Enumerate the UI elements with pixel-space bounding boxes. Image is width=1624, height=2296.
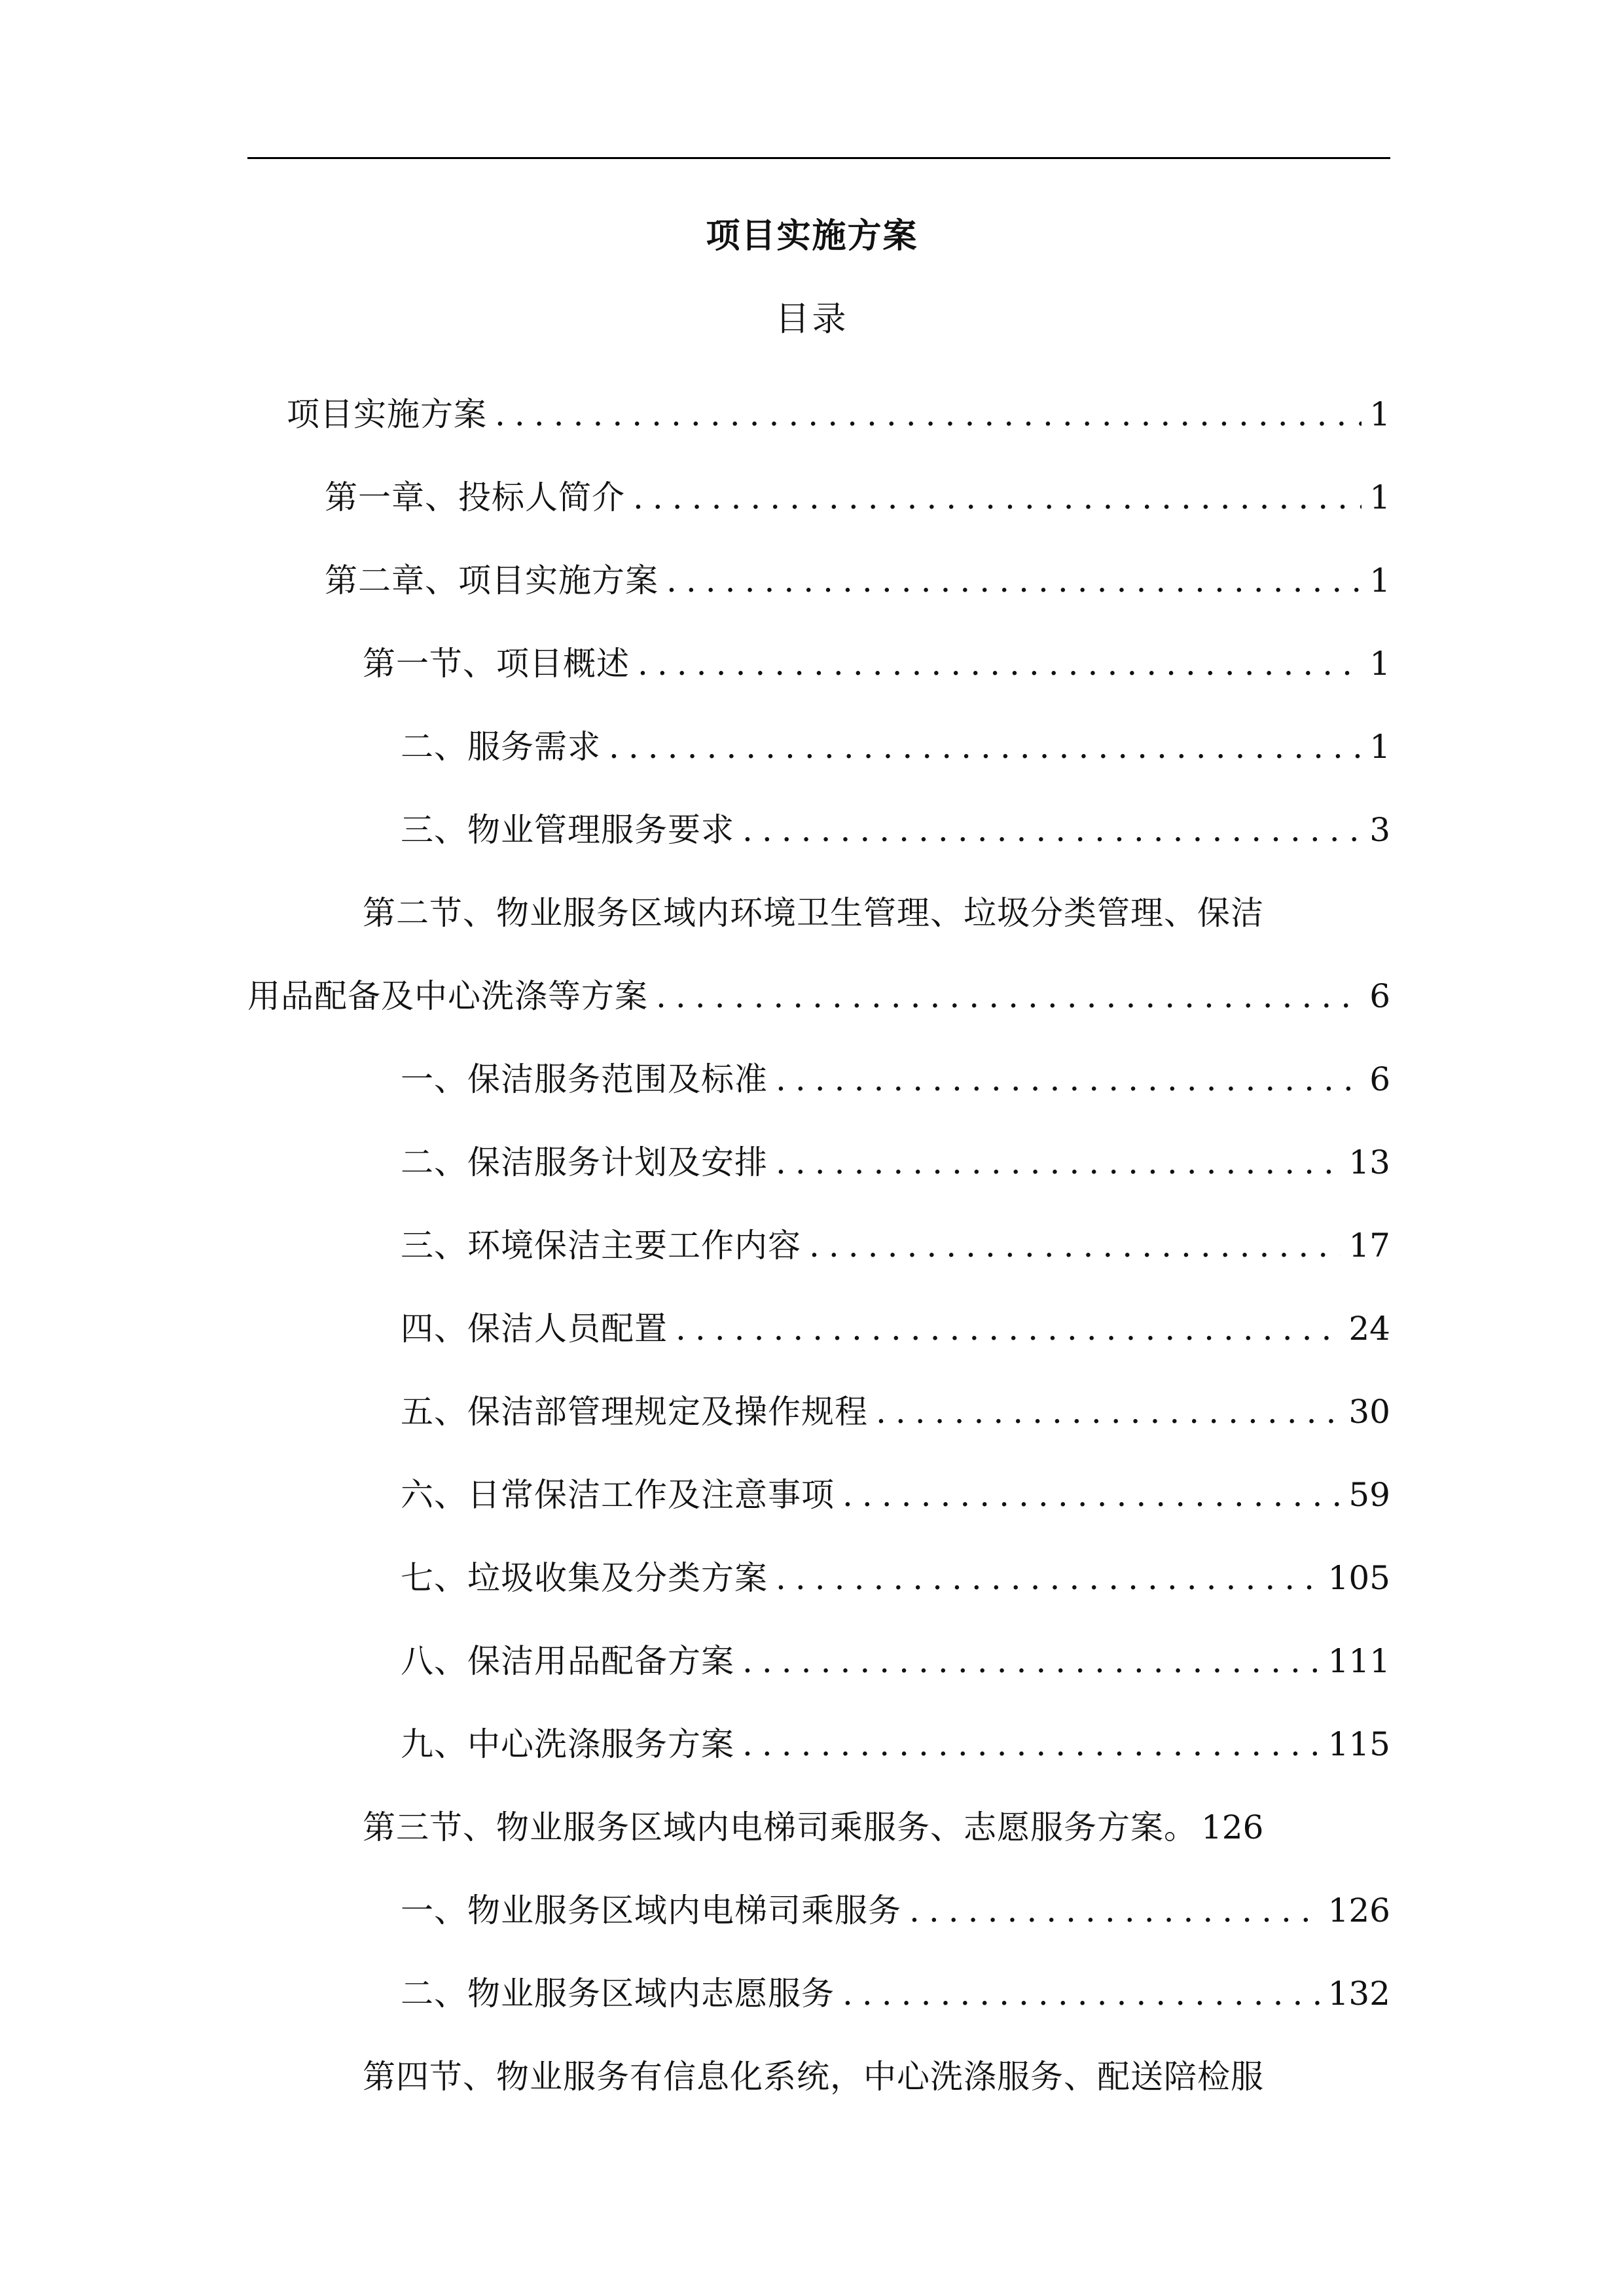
toc-dot-leader [809,1204,1341,1287]
toc-entry-text: 七、垃圾收集及分类方案 [401,1559,768,1597]
toc-entry-volunteer-service[interactable] [247,1952,1390,2036]
toc-page-number: 111 [1327,1642,1390,1680]
toc-page-number: 13 [1348,1143,1390,1181]
toc-dot-leader [842,1454,1341,1537]
toc-page-number: 1 [1369,395,1390,433]
toc-entry-text: 二、物业服务区域内志愿服务 [401,1975,835,2013]
toc-page-number: 1 [1369,645,1390,683]
toc-heading: 目录 [775,300,849,339]
toc-page-number: 132 [1327,1975,1390,2013]
toc-entry-cleaning-tasks[interactable] [247,1204,1390,1287]
toc-entry-cleaning-rules[interactable] [247,1371,1390,1454]
toc-entry-cleaning-supplies[interactable] [247,1620,1390,1703]
toc-entry-text: 二、保洁服务计划及安排 [401,1143,768,1181]
toc-dot-leader [742,1620,1320,1703]
toc-entry-text: 四、保洁人员配置 [401,1310,668,1348]
toc-entry-text: 第二章、项目实施方案 [325,562,659,600]
toc-entry-text-line2: 用品配备及中心洗涤等方案 [247,977,648,1015]
toc-page-number: 24 [1348,1310,1390,1348]
toc-dot-leader [495,373,1362,456]
toc-entry-text: 八、保洁用品配备方案 [401,1642,734,1680]
toc-entry-text: 三、物业管理服务要求 [401,811,734,849]
toc-entry-elevator-service[interactable] [247,1869,1390,1952]
toc-page-number: 17 [1348,1227,1390,1265]
toc-entry-text: 二、服务需求 [401,728,601,766]
toc-page-number: 126 [1327,1892,1390,1929]
toc-entry-text: 一、物业服务区域内电梯司乘服务 [401,1892,901,1929]
toc-dot-leader [609,706,1362,789]
toc-entry-chapter-2[interactable] [247,539,1390,622]
toc-entry-service-needs[interactable] [247,706,1390,789]
toc-dot-leader [666,539,1362,622]
toc-dot-leader [656,955,1362,1038]
toc-entry-text-line1: 第二节、物业服务区域内环境卫生管理、垃圾分类管理、保洁 [363,894,1264,932]
toc-page-number: 105 [1327,1559,1390,1597]
toc-page-number: 1 [1369,478,1390,516]
toc-entry-text: 三、环境保洁主要工作内容 [401,1227,801,1265]
toc-page-number: 59 [1348,1476,1390,1514]
toc-dot-leader [776,1537,1320,1620]
table-of-contents [247,373,1390,2119]
toc-entry-daily-cleaning[interactable] [247,1454,1390,1537]
header-rule [247,157,1390,159]
toc-entry-text: 项目实施方案 [287,395,487,433]
toc-entry-section-4[interactable] [247,2036,1390,2119]
toc-page-number: 30 [1348,1393,1390,1431]
toc-entry-cleaning-scope[interactable] [247,1038,1390,1121]
toc-entry-section-2[interactable] [247,872,1390,1038]
toc-entry-text: 九、中心洗涤服务方案 [401,1725,734,1763]
toc-page-number: 1 [1369,728,1390,766]
toc-dot-leader [842,1952,1320,2036]
toc-dot-leader [776,1038,1362,1121]
toc-entry-cleaning-staff[interactable] [247,1287,1390,1371]
toc-dot-leader [876,1371,1341,1454]
toc-dot-leader [742,789,1362,872]
toc-page-number: 1 [1369,562,1390,600]
toc-entry-project-plan[interactable] [247,373,1390,456]
toc-page-number: 126 [1201,1808,1264,1846]
toc-entry-section-1[interactable] [247,622,1390,706]
toc-entry-laundry-service[interactable] [247,1703,1390,1786]
toc-entry-waste-sorting[interactable] [247,1537,1390,1620]
toc-entry-text: 一、保洁服务范围及标准 [401,1060,768,1098]
toc-entry-chapter-1[interactable] [247,456,1390,539]
toc-page-number: 3 [1369,811,1390,849]
toc-entry-cleaning-plan[interactable] [247,1121,1390,1204]
document-title: 项目实施方案 [706,216,918,256]
toc-entry-text: 第四节、物业服务有信息化系统，中心洗涤服务、配送陪检服 [363,2058,1264,2096]
toc-dot-leader [742,1703,1320,1786]
toc-entry-text: 第一节、项目概述 [363,645,630,683]
toc-page-number: 115 [1327,1725,1390,1763]
toc-dot-leader [909,1869,1320,1952]
toc-entry-text: 第一章、投标人简介 [325,478,625,516]
toc-entry-text: 六、日常保洁工作及注意事项 [401,1476,835,1514]
toc-dot-leader [776,1121,1341,1204]
toc-entry-text: 五、保洁部管理规定及操作规程 [401,1393,868,1431]
toc-dot-leader [676,1287,1341,1371]
toc-dot-leader [638,622,1362,706]
toc-entry-section-3[interactable] [247,1786,1390,1869]
toc-dot-leader [633,456,1362,539]
toc-page-number: 6 [1369,977,1390,1015]
toc-entry-property-requirements[interactable] [247,789,1390,872]
toc-page-number: 6 [1369,1060,1390,1098]
toc-entry-text: 第三节、物业服务区域内电梯司乘服务、志愿服务方案。 [363,1808,1197,1846]
